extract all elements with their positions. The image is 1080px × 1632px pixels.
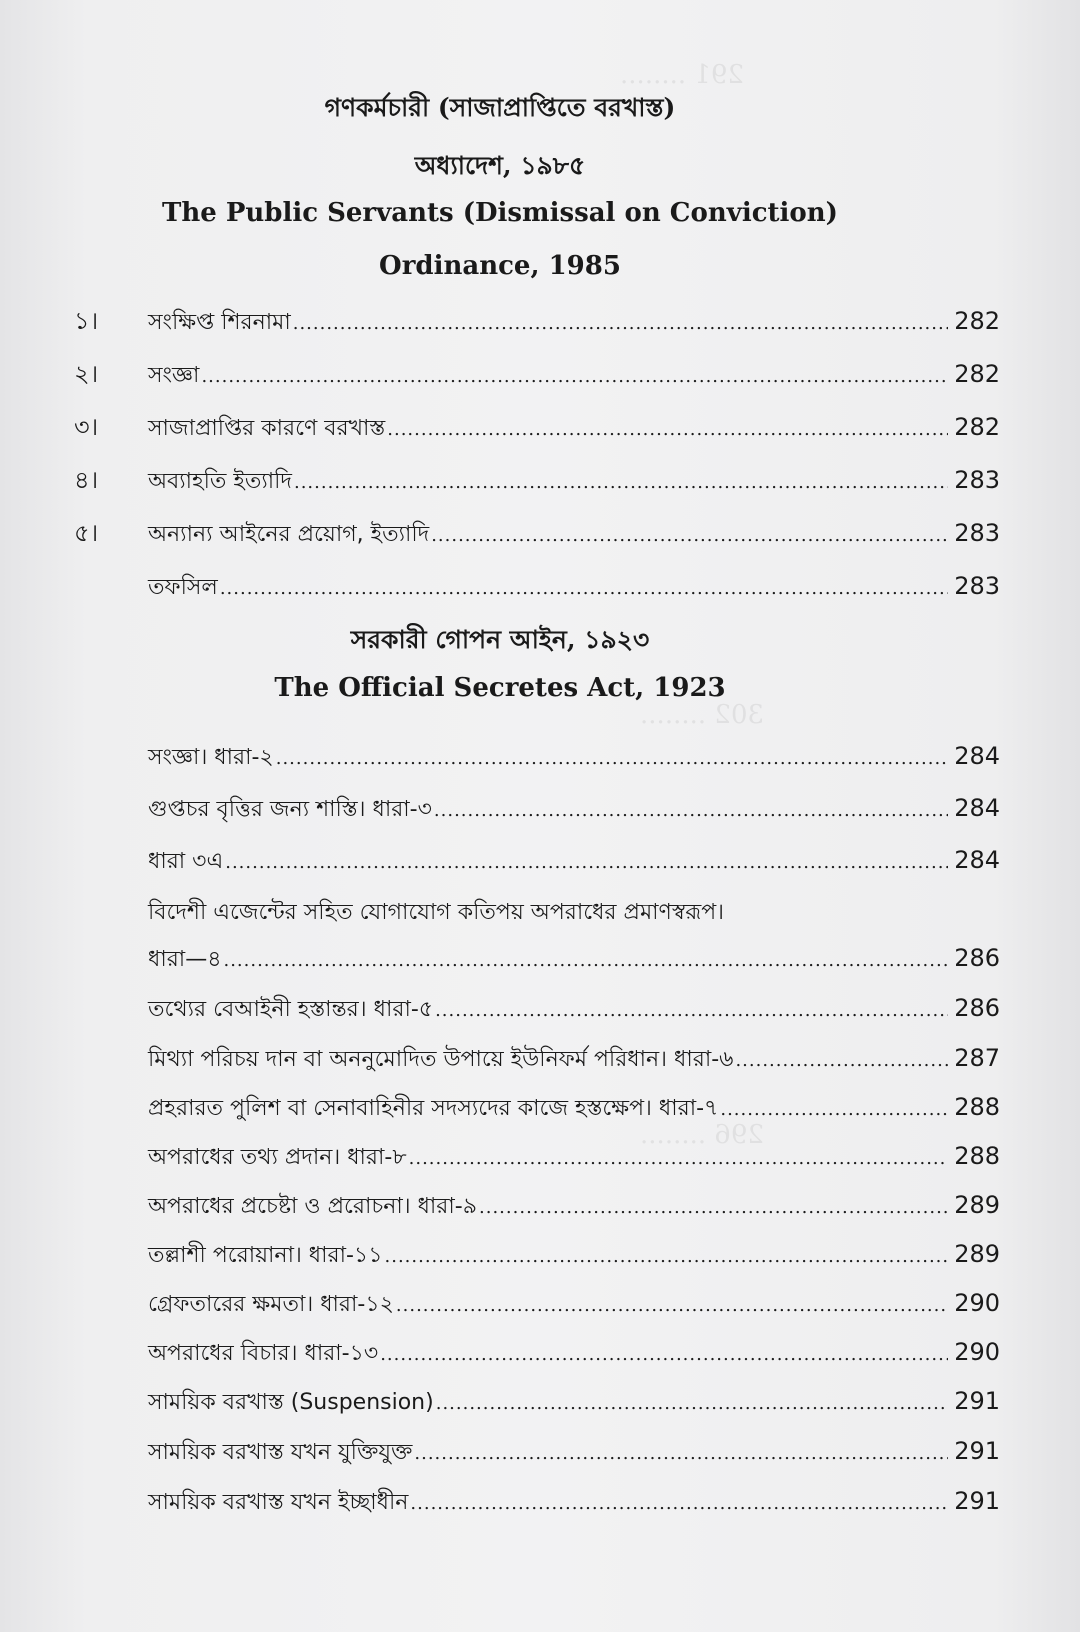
entry-title: অব্যাহতি ইত্যাদি: [148, 469, 292, 494]
entry-page-number: 283: [954, 519, 1000, 547]
bleed-through-text: 302 ........: [640, 700, 765, 730]
toc-entry[interactable]: [0, 1332, 1080, 1372]
entry-page-number: 282: [954, 413, 1000, 441]
toc-entry[interactable]: [0, 1234, 1080, 1274]
leader-dots: [735, 1041, 948, 1081]
entry-title: সংজ্ঞা: [148, 363, 200, 388]
entry-page-number: 291: [954, 1387, 1000, 1415]
toc-entry[interactable]: [0, 736, 1080, 776]
entry-page-number: 286: [954, 994, 1000, 1022]
entry-title: অপরাধের বিচার। ধারা-১৩: [148, 1341, 379, 1366]
entry-title: ধারা ৩এ: [148, 849, 224, 874]
leader-dots: [225, 843, 948, 883]
leader-dots: [479, 1188, 948, 1228]
entry-title: সংক্ষিপ্ত শিরনামা: [148, 310, 291, 335]
toc-entry[interactable]: [0, 460, 1080, 500]
leader-dots: [720, 1090, 948, 1130]
leader-dots: [223, 941, 948, 981]
section2-heading-bn: সরকারী গোপন আইন, ১৯২৩: [350, 625, 650, 654]
toc-entry[interactable]: [0, 1136, 1080, 1176]
entry-page-number: 291: [954, 1437, 1000, 1465]
entry-title: তফসিল: [148, 575, 218, 600]
leader-dots: [276, 739, 948, 779]
leader-dots: [385, 1237, 949, 1277]
entry-title: গ্রেফতারের ক্ষমতা। ধারা-১২: [148, 1292, 394, 1317]
entry-page-number: 289: [954, 1191, 1000, 1219]
toc-entry-heading-line[interactable]: [0, 893, 1080, 933]
entry-page-number: 286: [954, 944, 1000, 972]
toc-entry[interactable]: [0, 1431, 1080, 1471]
toc-entry[interactable]: [0, 354, 1080, 394]
toc-entry[interactable]: [0, 840, 1080, 880]
leader-dots: [380, 1335, 948, 1375]
entry-title: সংজ্ঞা। ধারা-২: [148, 745, 274, 770]
toc-entry[interactable]: [0, 1381, 1080, 1421]
toc-entry[interactable]: [0, 1185, 1080, 1225]
entry-page-number: 288: [954, 1093, 1000, 1121]
toc-entry[interactable]: [0, 407, 1080, 447]
entry-number: ২।: [74, 360, 99, 388]
entry-page-number: 284: [954, 846, 1000, 874]
entry-title: সাময়িক বরখাস্ত (Suspension): [148, 1390, 434, 1415]
entry-page-number: 290: [954, 1289, 1000, 1317]
toc-entry[interactable]: [0, 566, 1080, 606]
leader-dots: [409, 1139, 949, 1179]
entry-page-number: 291: [954, 1487, 1000, 1515]
leader-dots: [414, 1434, 948, 1474]
toc-entry[interactable]: [0, 1283, 1080, 1323]
entry-page-number: 282: [954, 360, 1000, 388]
section1-heading-bn-line2: অধ্যাদেশ, ১৯৮৫: [414, 151, 586, 180]
section1-heading-en-line2: Ordinance, 1985: [379, 251, 621, 281]
entry-page-number: 283: [954, 466, 1000, 494]
entry-page-number: 283: [954, 572, 1000, 600]
entry-title: মিথ্যা পরিচয় দান বা অননুমোদিত উপায়ে ইউনিফর্ম পরিধান। ধারা-৬: [148, 1047, 734, 1072]
entry-title: সাময়িক বরখাস্ত যখন ইচ্ছাধীন: [148, 1490, 409, 1515]
entry-title: সাময়িক বরখাস্ত যখন যুক্তিযুক্ত: [148, 1440, 413, 1465]
bleed-through-text: 291 ........: [620, 60, 745, 90]
leader-dots: [410, 1484, 948, 1524]
entry-title: বিদেশী এজেন্টের সহিত যোগাযোগ কতিপয় অপরাধের প্রমাণস্বরূপ।: [148, 900, 725, 925]
entry-page-number: 289: [954, 1240, 1000, 1268]
leader-dots: [201, 357, 948, 397]
toc-entry[interactable]: [0, 513, 1080, 553]
entry-title: তথ্যের বেআইনী হস্তান্তর। ধারা-৫: [148, 997, 434, 1022]
leader-dots: [396, 1286, 948, 1326]
entry-page-number: 290: [954, 1338, 1000, 1366]
entry-page-number: 284: [954, 742, 1000, 770]
toc-entry[interactable]: [0, 988, 1080, 1028]
entry-page-number: 282: [954, 307, 1000, 335]
leader-dots: [431, 516, 948, 556]
section2-heading-en: The Official Secretes Act, 1923: [274, 673, 726, 703]
leader-dots: [434, 791, 948, 831]
toc-entry[interactable]: [0, 1481, 1080, 1521]
entry-number: ৩।: [74, 413, 99, 441]
entry-number: ১।: [74, 307, 99, 335]
toc-entry[interactable]: [0, 301, 1080, 341]
leader-dots: [436, 1384, 948, 1424]
toc-entry[interactable]: [0, 1038, 1080, 1078]
entry-title: ধারা—৪: [148, 947, 222, 972]
entry-number: ৫।: [74, 519, 99, 547]
section1-heading-en-line1: The Public Servants (Dismissal on Conviction): [162, 198, 838, 228]
entry-page-number: 284: [954, 794, 1000, 822]
entry-number: ৪।: [74, 466, 99, 494]
section1-heading-bn-line1: গণকর্মচারী (সাজাপ্রাপ্তিতে বরখাস্ত): [324, 93, 676, 122]
leader-dots: [387, 410, 948, 450]
entry-title: অন্যান্য আইনের প্রয়োগ, ইত্যাদি: [148, 522, 430, 547]
toc-entry[interactable]: [0, 1087, 1080, 1127]
leader-dots: [435, 991, 948, 1031]
entry-title: গুপ্তচর বৃত্তির জন্য শাস্তি। ধারা-৩: [148, 797, 432, 822]
entry-title: প্রহরারত পুলিশ বা সেনাবাহিনীর সদস্যদের কাজে হস্তক্ষেপ। ধারা-৭: [148, 1096, 719, 1121]
leader-dots: [294, 463, 948, 503]
entry-page-number: 288: [954, 1142, 1000, 1170]
toc-entry[interactable]: [0, 938, 1080, 978]
leader-dots: [293, 304, 948, 344]
toc-entry[interactable]: [0, 788, 1080, 828]
leader-dots: [220, 569, 948, 609]
entry-title: তল্লাশী পরোয়ানা। ধারা-১১: [148, 1243, 383, 1268]
entry-title: সাজাপ্রাপ্তির কারণে বরখাস্ত: [148, 416, 386, 441]
bleed-through-text: 296 ........: [640, 1120, 765, 1150]
entry-title: অপরাধের তথ্য প্রদান। ধারা-৮: [148, 1145, 407, 1170]
entry-page-number: 287: [954, 1044, 1000, 1072]
entry-title: অপরাধের প্রচেষ্টা ও প্ররোচনা। ধারা-৯: [148, 1194, 478, 1219]
